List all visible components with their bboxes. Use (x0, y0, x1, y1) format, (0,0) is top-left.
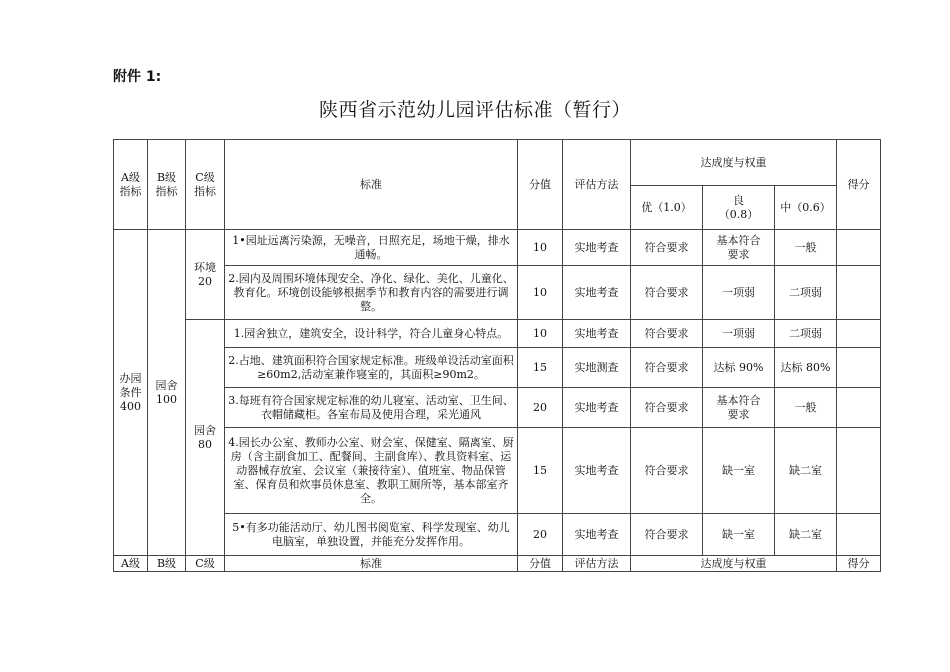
footer-method: 评估方法 (563, 556, 631, 572)
header-score: 分值 (518, 140, 563, 230)
method-cell: 实地考查 (563, 230, 631, 266)
excellent-cell: 符合要求 (631, 428, 703, 514)
c-level-env-cell: 环境 20 (186, 230, 225, 320)
score-cell: 10 (518, 230, 563, 266)
medium-cell: 达标 80% (775, 348, 837, 388)
grade-cell (837, 320, 881, 348)
header-method: 评估方法 (563, 140, 631, 230)
grade-cell (837, 230, 881, 266)
header-weight: 达成度与权重 (631, 140, 837, 186)
table-row (114, 388, 881, 428)
table-row (114, 230, 881, 266)
score-cell: 15 (518, 348, 563, 388)
score-cell: 20 (518, 388, 563, 428)
footer-weight: 达成度与权重 (631, 556, 837, 572)
standard-cell: 4.园长办公室、教师办公室、财会室、保健室、隔离室、厨房（含主副食加工、配餐间、主副食库）、教具资料室、运动器械存放室、会议室（兼接待室）、值班室、物品保管室、保育员和炊事员休息室、教职工厕所等，基本部室齐全。 (225, 428, 518, 514)
header-medium: 中（0.6） (775, 186, 837, 230)
good-cell: 一项弱 (703, 266, 775, 320)
method-cell: 实地测查 (563, 348, 631, 388)
table-row (114, 428, 881, 514)
excellent-cell: 符合要求 (631, 266, 703, 320)
table-header-row (114, 140, 881, 186)
medium-cell: 二项弱 (775, 266, 837, 320)
c-level-building-cell: 园舍 80 (186, 320, 225, 556)
grade-cell (837, 388, 881, 428)
excellent-cell: 符合要求 (631, 514, 703, 556)
score-cell: 15 (518, 428, 563, 514)
excellent-cell: 符合要求 (631, 348, 703, 388)
standard-cell: 2.园内及周围环境体现安全、净化、绿化、美化、儿童化、教育化。环境创设能够根据季节和教育内容的需要进行调整。 (225, 266, 518, 320)
grade-cell (837, 428, 881, 514)
header-grade: 得分 (837, 140, 881, 230)
medium-cell: 缺二室 (775, 514, 837, 556)
method-cell: 实地考查 (563, 388, 631, 428)
score-cell: 10 (518, 320, 563, 348)
table-row (114, 348, 881, 388)
medium-cell: 缺二室 (775, 428, 837, 514)
good-cell: 达标 90% (703, 348, 775, 388)
medium-cell: 一般 (775, 388, 837, 428)
standard-cell: 1.园舍独立，建筑安全，设计科学，符合儿童身心特点。 (225, 320, 518, 348)
method-cell: 实地考查 (563, 320, 631, 348)
standard-cell: 1•园址远离污染源，无噪音，日照充足，场地干燥，排水通畅。 (225, 230, 518, 266)
header-good: 良 （0.8） (703, 186, 775, 230)
header-excellent: 优（1.0） (631, 186, 703, 230)
standard-cell: 2.占地、建筑面积符合国家规定标准。班级单设活动室面积≥60m2,活动室兼作寝室的，其面积≥90m2。 (225, 348, 518, 388)
medium-cell: 二项弱 (775, 320, 837, 348)
grade-cell (837, 266, 881, 320)
header-c-level: C级 指标 (186, 140, 225, 230)
good-cell: 缺一室 (703, 514, 775, 556)
footer-grade: 得分 (837, 556, 881, 572)
header-standard: 标准 (225, 140, 518, 230)
table-row (114, 514, 881, 556)
excellent-cell: 符合要求 (631, 320, 703, 348)
page-title: 陕西省示范幼儿园评估标准（暂行） (318, 99, 631, 121)
table-row (114, 320, 881, 348)
excellent-cell: 符合要求 (631, 388, 703, 428)
header-a-level: A级 指标 (114, 140, 148, 230)
method-cell: 实地考查 (563, 514, 631, 556)
method-cell: 实地考查 (563, 266, 631, 320)
header-b-level: B级 指标 (148, 140, 186, 230)
excellent-cell: 符合要求 (631, 230, 703, 266)
b-level-cell: 园舍 100 (148, 230, 186, 556)
good-cell: 基本符合 要求 (703, 230, 775, 266)
evaluation-table (113, 139, 881, 572)
good-cell: 基本符合 要求 (703, 388, 775, 428)
good-cell: 一项弱 (703, 320, 775, 348)
footer-standard: 标准 (225, 556, 518, 572)
score-cell: 10 (518, 266, 563, 320)
score-cell: 20 (518, 514, 563, 556)
good-cell: 缺一室 (703, 428, 775, 514)
attachment-label: 附件 1: (113, 69, 162, 85)
standard-cell: 3.每班有符合国家规定标准的幼儿寝室、活动室、卫生间、衣帽储藏柜。各室布局及使用合理，采光通风 (225, 388, 518, 428)
footer-b-level: B级 (148, 556, 186, 572)
footer-score: 分值 (518, 556, 563, 572)
table-row (114, 266, 881, 320)
method-cell: 实地考查 (563, 428, 631, 514)
a-level-cell: 办园 条件 400 (114, 230, 148, 556)
footer-c-level: C级 (186, 556, 225, 572)
footer-a-level: A级 (114, 556, 148, 572)
medium-cell: 一般 (775, 230, 837, 266)
table-footer-row (114, 556, 881, 572)
standard-cell: 5•有多功能活动厅、幼儿图书阅览室、科学发现室、幼儿电脑室，单独设置，并能充分发挥作用。 (225, 514, 518, 556)
grade-cell (837, 348, 881, 388)
grade-cell (837, 514, 881, 556)
